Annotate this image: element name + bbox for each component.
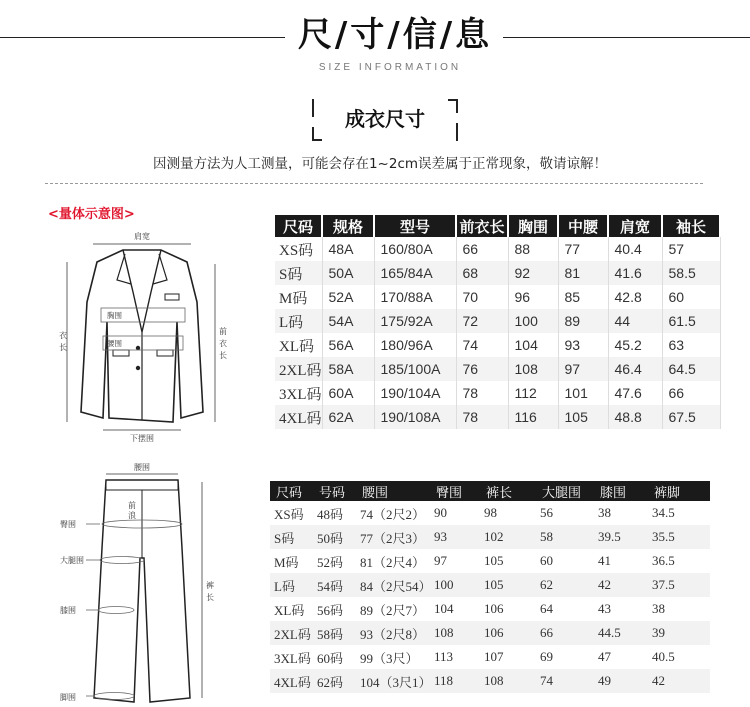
dashed-divider <box>45 183 703 184</box>
pants-table-row <box>270 501 710 525</box>
pants-length-label-1: 裤 <box>206 581 214 590</box>
jacket-table-row-cell: 54A <box>322 309 374 333</box>
pants-table-row-cell: 41 <box>598 553 611 568</box>
pants-table-row-cell: 2XL码 <box>270 621 313 645</box>
pants-table-row-cell: 98 <box>484 505 497 520</box>
jacket-front-label-2: 衣 <box>219 339 227 348</box>
header-rule-right <box>503 37 750 38</box>
page-subtitle: SIZE INFORMATION <box>318 62 462 73</box>
pants-leg-opening-label: 脚围 <box>60 693 76 702</box>
jacket-table-row-cell: 47.6 <box>608 381 662 405</box>
jacket-table-row-cell: 81 <box>558 261 608 285</box>
pants-table-row-cell: 38 <box>652 601 665 616</box>
pants-table-row-cell: 35.5 <box>648 525 710 549</box>
pants-table-row-cell: 47 <box>598 649 611 664</box>
jacket-table-row-cell: 85 <box>558 285 608 309</box>
jacket-table-row-cell: 52A <box>322 285 374 309</box>
jacket-table-row <box>275 309 720 333</box>
pants-table-row-cell: 118 <box>430 669 480 693</box>
jacket-table-row-cell: XS码 <box>275 237 322 261</box>
jacket-table-row <box>275 357 720 381</box>
pants-table-row-cell: 43 <box>598 601 611 616</box>
pants-diagram <box>60 458 240 707</box>
pants-front-rise-1: 前 <box>128 501 136 510</box>
jacket-table-row-cell: 76 <box>456 357 508 381</box>
jacket-table-row-cell: 60 <box>662 285 720 309</box>
pants-table-row-cell: 58 <box>536 525 594 549</box>
jacket-table-row-cell: 160/80A <box>374 237 456 261</box>
pants-header-cell: 裤脚 <box>648 481 710 501</box>
jacket-table-row-cell: 48A <box>322 237 374 261</box>
pants-table-row-cell: 3XL码 <box>274 650 311 666</box>
pants-table-row-cell: 107 <box>484 649 504 664</box>
pants-table-row <box>270 621 710 645</box>
jacket-table-row-cell: 165/84A <box>374 261 456 285</box>
pants-table-row-cell: 56码 <box>317 602 344 618</box>
jacket-table-row-cell: 175/92A <box>374 309 456 333</box>
measurement-note: 因测量方法为人工测量，可能会存在1~2cm误差属于正常现象，敬请谅解！ <box>152 156 608 172</box>
jacket-table-header <box>275 215 720 237</box>
pants-table-row-cell: 99（3尺） <box>360 650 419 666</box>
jacket-table-row-cell: 78 <box>456 381 508 405</box>
pants-header-cell: 尺码 <box>270 481 313 501</box>
jacket-table-row-cell: 112 <box>508 381 558 405</box>
jacket-table-row-cell: 3XL码 <box>275 381 322 405</box>
pants-table-row-cell: S码 <box>270 525 313 549</box>
jacket-table-row-cell: 60A <box>322 381 374 405</box>
jacket-header-cell: 型号 <box>374 215 456 237</box>
jacket-table-row-cell: 116 <box>508 405 558 429</box>
jacket-table-row <box>275 405 720 429</box>
jacket-table-row-cell: 67.5 <box>662 405 720 429</box>
pants-table-row <box>270 525 710 549</box>
pants-table-row-cell: 50码 <box>313 525 356 549</box>
jacket-table-row-cell: 74 <box>456 333 508 357</box>
jacket-header-cell: 尺码 <box>275 215 322 237</box>
jacket-table-row-cell: 61.5 <box>662 309 720 333</box>
pants-table-row-cell: 105 <box>484 553 504 568</box>
pants-table-row-cell: 37.5 <box>648 573 710 597</box>
jacket-diagram <box>45 222 245 447</box>
jacket-header-cell: 中腰 <box>558 215 608 237</box>
jacket-table-row-cell: 185/100A <box>374 357 456 381</box>
jacket-table-row <box>275 237 720 261</box>
jacket-shoulder-label: 肩宽 <box>134 232 150 241</box>
pants-table-row-cell: L码 <box>270 573 313 597</box>
pants-table-row-cell: 39.5 <box>594 525 648 549</box>
pants-table-row-cell: 42 <box>594 573 648 597</box>
header-rule-left <box>0 37 285 38</box>
pants-table-row-cell: 60码 <box>317 650 344 666</box>
jacket-table-row-cell: 180/96A <box>374 333 456 357</box>
pants-table-row-cell: 104（3尺1） <box>356 669 430 693</box>
pants-table-row-cell: 62码 <box>313 669 356 693</box>
jacket-table-row-cell: 78 <box>456 405 508 429</box>
jacket-hem-label: 下摆围 <box>130 434 154 443</box>
jacket-table-row-cell: 40.4 <box>608 237 662 261</box>
pants-table-row-cell: XL码 <box>274 602 305 618</box>
jacket-table-row-cell: 45.2 <box>608 333 662 357</box>
jacket-table-row-cell: 2XL码 <box>275 357 322 381</box>
jacket-front-label-1: 前 <box>219 327 227 336</box>
jacket-table-row-cell: 93 <box>558 333 608 357</box>
jacket-table-row-cell: 63 <box>662 333 720 357</box>
pants-header-cell: 号码 <box>313 481 356 501</box>
pants-table-row-cell: 42 <box>648 669 710 693</box>
pants-table-row-cell: 106 <box>480 621 536 645</box>
pants-table-row-cell: 105 <box>480 573 536 597</box>
jacket-chest-label: 胸围 <box>107 311 122 320</box>
jacket-table-row <box>275 261 720 285</box>
pants-table-row <box>270 573 710 597</box>
pants-front-rise-2: 浪 <box>128 511 136 520</box>
jacket-table-row-cell: 190/108A <box>374 405 456 429</box>
jacket-table-row-cell: 62A <box>322 405 374 429</box>
pants-table-row-cell: XS码 <box>274 506 304 522</box>
jacket-table-row-cell: 89 <box>558 309 608 333</box>
pants-table-row-cell: 4XL码 <box>270 669 313 693</box>
pants-table-row-cell: 49 <box>594 669 648 693</box>
pants-table-row-cell: 100 <box>430 573 480 597</box>
pants-table-row-cell: 58码 <box>313 621 356 645</box>
jacket-table-row-cell: 4XL码 <box>275 405 322 429</box>
jacket-table-row-cell: 64.5 <box>662 357 720 381</box>
pants-table-row-cell: 44.5 <box>594 621 648 645</box>
jacket-table-row-cell: 44 <box>608 309 662 333</box>
pants-table-row-cell: 60 <box>540 553 553 568</box>
jacket-waist-label: 腰围 <box>107 339 122 348</box>
pants-table-row-cell: 106 <box>484 601 504 616</box>
jacket-table-row-cell: 56A <box>322 333 374 357</box>
pants-table-row-cell: 38 <box>598 505 611 520</box>
pants-table-row-cell: 102 <box>480 525 536 549</box>
diagram-label: <量体示意图> <box>48 207 135 222</box>
jacket-header-cell: 前衣长 <box>456 215 508 237</box>
pants-table-row-cell: 39 <box>648 621 710 645</box>
pants-table-row-cell: 62 <box>536 573 594 597</box>
jacket-table-row-cell: 58.5 <box>662 261 720 285</box>
jacket-table-row-cell: 105 <box>558 405 608 429</box>
pants-table-row-cell: 113 <box>434 649 454 664</box>
pants-table-row-cell: 66 <box>536 621 594 645</box>
jacket-table-row <box>275 381 720 405</box>
jacket-table-row-cell: 170/88A <box>374 285 456 309</box>
jacket-header-cell: 规格 <box>322 215 374 237</box>
pants-table-row-cell: 36.5 <box>652 553 675 568</box>
pants-header-cell: 膝围 <box>594 481 648 501</box>
pants-table-row-cell: 108 <box>480 669 536 693</box>
pants-table-row <box>270 549 710 573</box>
jacket-table-row-cell: 57 <box>662 237 720 261</box>
jacket-table-row-cell: 46.4 <box>608 357 662 381</box>
pants-table-row <box>270 645 710 669</box>
pants-header-cell: 臀围 <box>430 481 480 501</box>
pants-table-row-cell: 40.5 <box>652 649 675 664</box>
pants-table-row-cell: 90 <box>434 505 447 520</box>
pants-table-row-cell: 52码 <box>317 554 344 570</box>
pants-table-row-cell: 89（2尺7） <box>360 602 426 618</box>
pants-header-cell: 裤长 <box>480 481 536 501</box>
pants-table-row-cell: 74 <box>536 669 594 693</box>
jacket-table-row-cell: 101 <box>558 381 608 405</box>
jacket-table-row-cell: XL码 <box>275 333 322 357</box>
pants-table-row-cell: 74（2尺2） <box>360 506 426 522</box>
jacket-table-row-cell: 97 <box>558 357 608 381</box>
pants-thigh-label: 大腿围 <box>60 556 84 565</box>
jacket-table-row-cell: 96 <box>508 285 558 309</box>
jacket-header-cell: 袖长 <box>662 215 720 237</box>
pants-table-row-cell: 84（2尺54） <box>356 573 430 597</box>
pants-waist-label: 腰围 <box>134 463 150 472</box>
jacket-table-row-cell: S码 <box>275 261 322 285</box>
pants-hip-label: 臀围 <box>60 520 76 529</box>
jacket-length-label-1: 衣 <box>59 331 67 340</box>
jacket-table-row <box>275 285 720 309</box>
jacket-table-row-cell: 190/104A <box>374 381 456 405</box>
pants-table-row-cell: 34.5 <box>652 505 675 520</box>
pants-length-label-2: 长 <box>206 593 214 602</box>
pants-table-row-cell: 93 <box>430 525 480 549</box>
jacket-front-label-3: 长 <box>219 351 227 360</box>
jacket-table-row-cell: L码 <box>275 309 322 333</box>
pants-header-cell: 大腿围 <box>536 481 594 501</box>
jacket-table-row-cell: 70 <box>456 285 508 309</box>
section-title: 成衣尺寸 <box>345 107 425 131</box>
jacket-table-row-cell: 50A <box>322 261 374 285</box>
pants-table-row-cell: 93（2尺8） <box>356 621 430 645</box>
pants-header-cell: 腰围 <box>356 481 430 501</box>
pants-table-row-cell: 64 <box>540 601 553 616</box>
pants-table-row-cell: 48码 <box>317 506 344 522</box>
jacket-table-row-cell: 92 <box>508 261 558 285</box>
jacket-table-row-cell: 104 <box>508 333 558 357</box>
jacket-size-table <box>275 215 721 429</box>
jacket-header-cell: 胸围 <box>508 215 558 237</box>
pants-table-row-cell: 81（2尺4） <box>360 554 426 570</box>
pants-table-row-cell: 54码 <box>313 573 356 597</box>
jacket-table-row-cell: 100 <box>508 309 558 333</box>
page-title: 尺/寸/信/息 <box>297 15 493 55</box>
pants-table-row-cell: 97 <box>434 553 447 568</box>
pants-knee-label: 膝围 <box>60 606 76 615</box>
pants-table-row-cell: M码 <box>274 554 299 570</box>
jacket-table-row-cell: 66 <box>456 237 508 261</box>
pants-table-row-cell: 56 <box>540 505 553 520</box>
jacket-table-row-cell: 68 <box>456 261 508 285</box>
jacket-header-cell: 肩宽 <box>608 215 662 237</box>
jacket-table-row-cell: M码 <box>275 285 322 309</box>
jacket-table-row-cell: 88 <box>508 237 558 261</box>
pants-table-row-cell: 77（2尺3） <box>356 525 430 549</box>
pants-size-table <box>270 481 710 693</box>
pants-table-row <box>270 669 710 693</box>
jacket-table-row <box>275 333 720 357</box>
pants-table-row <box>270 597 710 621</box>
pants-table-row-cell: 108 <box>430 621 480 645</box>
jacket-table-row-cell: 108 <box>508 357 558 381</box>
jacket-table-row-cell: 72 <box>456 309 508 333</box>
jacket-table-row-cell: 66 <box>662 381 720 405</box>
jacket-table-row-cell: 42.8 <box>608 285 662 309</box>
jacket-table-row-cell: 58A <box>322 357 374 381</box>
pants-table-row-cell: 69 <box>540 649 553 664</box>
jacket-length-label-2: 长 <box>59 343 67 352</box>
pants-table-header <box>270 481 710 501</box>
jacket-table-row-cell: 48.8 <box>608 405 662 429</box>
jacket-table-row-cell: 77 <box>558 237 608 261</box>
pants-table-row-cell: 104 <box>434 601 454 616</box>
jacket-table-row-cell: 41.6 <box>608 261 662 285</box>
